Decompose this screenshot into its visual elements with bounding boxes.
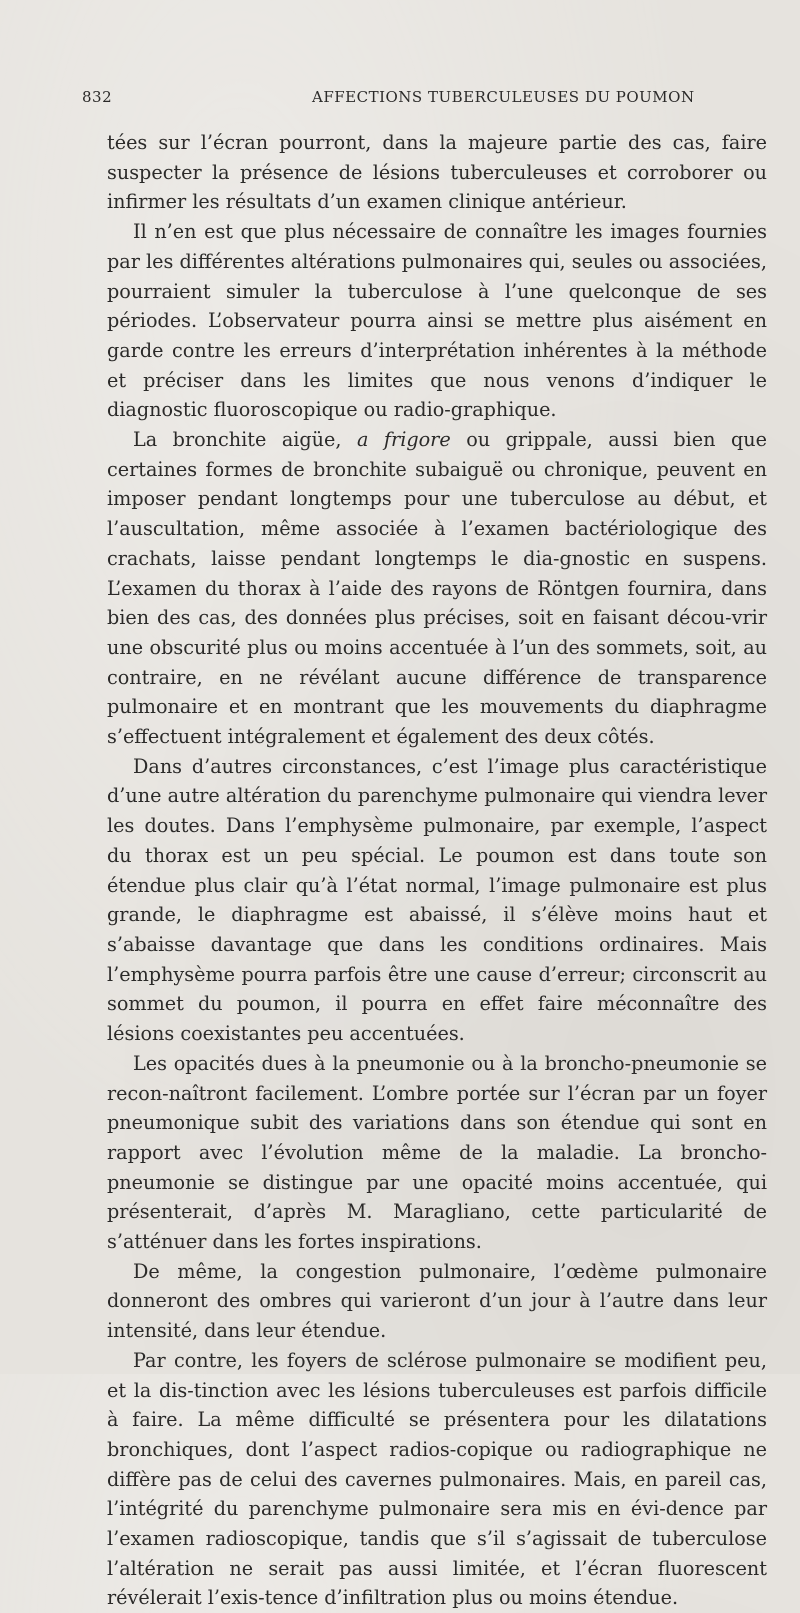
italic-phrase: a frigore (357, 428, 451, 452)
page-number: 832 (82, 88, 113, 106)
paragraph-4: Dans d’autres circonstances, c’est l’image plus caractéristique d’une autre altération du parenchyme pulmonaire qui viendra lever les doutes. Dans l’emphysème pulmonaire, par exemple, l’aspect du thorax est un peu spécial. Le poumon est dans toute son étendue plus clair qu’à l’état normal, l’image pulmonaire est plus grande, le diaphragme est abaissé, il s’élève moins haut et s’abaisse davantage que dans les conditions ordinaires. Mais l’emphysème pourra parfois être une cause d’erreur; circonscrit au sommet du poumon, il pourra en effet faire méconnaître des lésions coexistantes peu accentuées. (107, 754, 767, 1046)
paragraph-5: Les opacités dues à la pneumonie ou à la broncho-pneumonie se recon-naîtront facilement. L’ombre portée sur l’écran par un foyer pneumonique subit des variations dans son étendue qui sont en rapport avec l’évolution même de la maladie. La broncho-pneumonie se distingue par une opacité moins accentuée, qui présenterait, d’après M. Maragliano, cette particularité de s’atténuer dans les fortes inspirations. (107, 1051, 767, 1254)
paragraph-3-rest: ou grippale, aussi bien que certaines formes de bronchite subaiguë ou chronique, peuvent en imposer pendant longtemps pour une tuberculose au début, et l’auscultation, même associée à l’examen bactériologique des crachats, laisse pendant longtemps le dia-gnostic en suspens. L’examen du thorax à l’aide des rayons de Röntgen fournira, dans bien des cas, des données plus précises, soit en faisant décou-vrir une obscurité plus ou moins accentuée à l’un des sommets, soit, au contraire, en ne révélant aucune différence de transparence pulmonaire et en montrant que les mouvements du diaphragme s’effectuent intégralement et également des deux côtés. (107, 428, 767, 749)
page-header (82, 88, 767, 116)
body-text (107, 128, 767, 1613)
paragraph-7: Par contre, les foyers de sclérose pulmonaire se modifient peu, et la dis-tinction avec les lésions tuberculeuses est parfois difficile à faire. La même difficulté se présentera pour les dilatations bronchiques, dont l’aspect radios-copique ou radiographique ne diffère pas de celui des cavernes pulmonaires. Mais, en pareil cas, l’intégrité du parenchyme pulmonaire sera mis en évi-dence par l’examen radioscopique, tandis que s’il s’agissait de tuberculose l’altération ne serait pas aussi limitée, et l’écran fluorescent révélerait l’exis-tence d’infiltration plus ou moins étendue. (107, 1348, 767, 1610)
paragraph-2: Il n’en est que plus nécessaire de connaître les images fournies par les différentes altérations pulmonaires qui, seules ou associées, pourraient simuler la tuberculose à l’une quelconque de ses périodes. L’observateur pourra ainsi se mettre plus aisément en garde contre les erreurs d’interprétation inhérentes à la méthode et préciser dans les limites que nous venons d’indiquer le diagnostic fluoroscopique ou radio-graphique. (107, 220, 767, 422)
paragraph-3 (107, 425, 767, 752)
paragraph-1: tées sur l’écran pourront, dans la majeure partie des cas, faire suspecter la présence de lésions tuberculeuses et corroborer ou infirmer les résultats d’un examen clinique antérieur. (107, 131, 767, 214)
paragraph-3-start: La bronchite aigüe, (133, 428, 357, 452)
running-title: AFFECTIONS TUBERCULEUSES DU POUMON (312, 88, 695, 106)
book-page (82, 88, 767, 1613)
paragraph-6: De même, la congestion pulmonaire, l’œdème pulmonaire donneront des ombres qui varieront d’un jour à l’autre dans leur intensité, dans leur étendue. (107, 1259, 767, 1343)
